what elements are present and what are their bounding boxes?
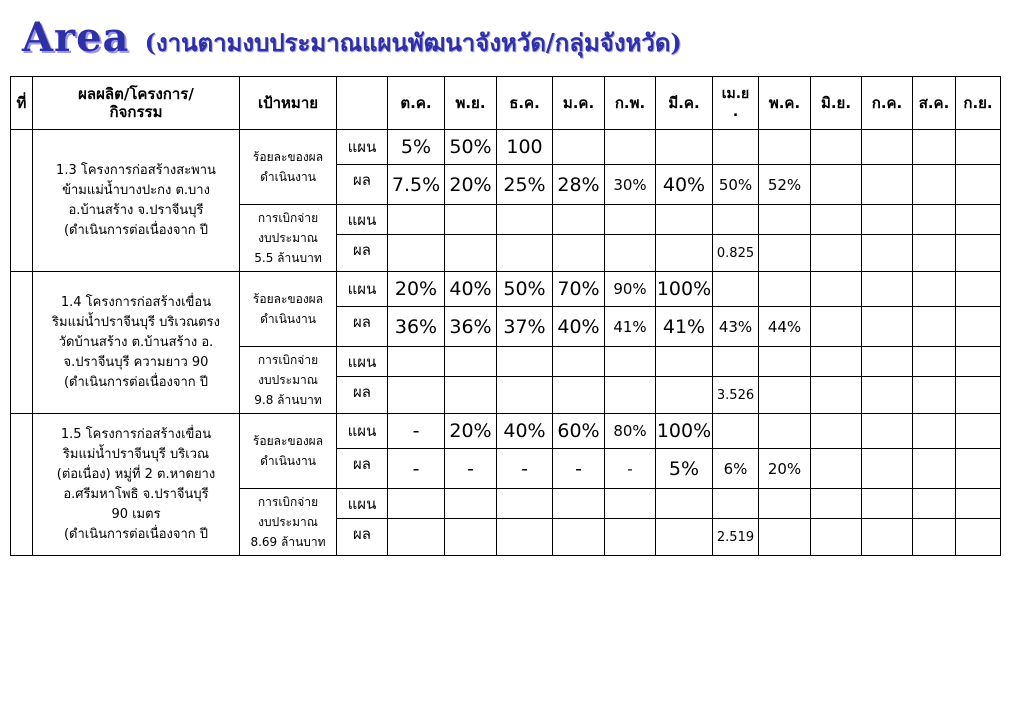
header-month: ก.พ.: [605, 77, 656, 130]
month-cell: -: [497, 449, 553, 489]
title-subtitle: (งานตามงบประมาณแผนพัฒนาจังหวัด/กลุ่มจังหวัด): [144, 28, 682, 57]
month-cell: [759, 414, 811, 449]
month-cell: [497, 519, 553, 556]
month-cell: [862, 130, 913, 165]
month-cell: [956, 235, 1001, 272]
month-cell: -: [388, 449, 445, 489]
month-cell: [656, 130, 713, 165]
month-cell: [862, 165, 913, 205]
month-cell: [956, 449, 1001, 489]
month-cell: [759, 205, 811, 235]
month-cell: [553, 347, 605, 377]
month-cell: [811, 449, 862, 489]
page-title: [22, 14, 682, 66]
table-row: [11, 272, 1001, 307]
month-cell: 90%: [605, 272, 656, 307]
month-cell: [956, 489, 1001, 519]
month-cell: [388, 235, 445, 272]
month-cell: [811, 235, 862, 272]
month-cell: 50%: [497, 272, 553, 307]
month-cell: [956, 165, 1001, 205]
month-cell: 50%: [445, 130, 497, 165]
month-cell: [913, 449, 956, 489]
table-row: [11, 130, 1001, 165]
month-cell: 20%: [759, 449, 811, 489]
month-cell: 40%: [656, 165, 713, 205]
project-name: 1.4 โครงการก่อสร้างเขื่อน ริมแม่น้ำปราจีนบุรี บริเวณตรง วัดบ้านสร้าง ต.บ้านสร้าง อ. จ.ปราจีนบุรี ความยาว 90 (ดำเนินการต่อเนื่องจาก ปี: [33, 272, 240, 414]
month-cell: 7.5%: [388, 165, 445, 205]
month-cell: [913, 272, 956, 307]
month-cell: [445, 377, 497, 414]
month-cell: 40%: [445, 272, 497, 307]
header-month: ธ.ค.: [497, 77, 553, 130]
month-cell: [913, 307, 956, 347]
plan-label: แผน: [337, 205, 388, 235]
month-cell: 44%: [759, 307, 811, 347]
month-cell: 20%: [445, 414, 497, 449]
month-cell: [862, 347, 913, 377]
month-cell: 3.526: [713, 377, 759, 414]
month-cell: 41%: [656, 307, 713, 347]
month-cell: [605, 235, 656, 272]
cell-no: [11, 130, 33, 272]
header-month: ก.ค.: [862, 77, 913, 130]
title-main: Area: [22, 14, 130, 61]
month-cell: [553, 130, 605, 165]
month-cell: 100%: [656, 272, 713, 307]
month-cell: [445, 519, 497, 556]
month-cell: [759, 347, 811, 377]
month-cell: [553, 489, 605, 519]
month-cell: [388, 489, 445, 519]
month-cell: [713, 489, 759, 519]
month-cell: [811, 519, 862, 556]
month-cell: [713, 130, 759, 165]
month-cell: [913, 205, 956, 235]
month-cell: [497, 347, 553, 377]
month-cell: 5%: [656, 449, 713, 489]
month-cell: [862, 489, 913, 519]
header-month: พ.ค.: [759, 77, 811, 130]
month-cell: [656, 205, 713, 235]
project-name: 1.5 โครงการก่อสร้างเขื่อน ริมแม่น้ำปราจีนบุรี บริเวณ (ต่อเนื่อง) หมู่ที่ 2 ต.หาดยาง อ.ศรีมหาโพธิ จ.ปราจีนบุรี 90 เมตร (ดำเนินการต่อเนื่องจาก ปี: [33, 414, 240, 556]
month-cell: [497, 377, 553, 414]
month-cell: [553, 377, 605, 414]
month-cell: [388, 377, 445, 414]
target-budget: การเบิกจ่าย งบประมาณ 5.5 ล้านบาท: [240, 205, 337, 272]
month-cell: [862, 519, 913, 556]
month-cell: [445, 347, 497, 377]
month-cell: [605, 489, 656, 519]
month-cell: 5%: [388, 130, 445, 165]
plan-label: แผน: [337, 130, 388, 165]
month-cell: 6%: [713, 449, 759, 489]
month-cell: [553, 205, 605, 235]
cell-no: [11, 414, 33, 556]
month-cell: 80%: [605, 414, 656, 449]
month-cell: 43%: [713, 307, 759, 347]
month-cell: [388, 519, 445, 556]
header-project: ผลผลิต/โครงการ/ กิจกรรม: [33, 77, 240, 130]
month-cell: [862, 272, 913, 307]
month-cell: [713, 414, 759, 449]
target-progress: ร้อยละของผล ดำเนินงาน: [240, 130, 337, 205]
month-cell: [553, 235, 605, 272]
month-cell: 2.519: [713, 519, 759, 556]
month-cell: [605, 347, 656, 377]
month-cell: [656, 235, 713, 272]
target-progress: ร้อยละของผล ดำเนินงาน: [240, 414, 337, 489]
month-cell: [811, 307, 862, 347]
month-cell: [656, 519, 713, 556]
month-cell: 50%: [713, 165, 759, 205]
month-cell: 100%: [656, 414, 713, 449]
month-cell: [811, 489, 862, 519]
month-cell: [656, 377, 713, 414]
month-cell: [956, 519, 1001, 556]
month-cell: [862, 205, 913, 235]
month-cell: [913, 414, 956, 449]
target-budget: การเบิกจ่าย งบประมาณ 8.69 ล้านบาท: [240, 489, 337, 556]
schedule-table: [10, 76, 1001, 556]
month-cell: [913, 519, 956, 556]
month-cell: [497, 489, 553, 519]
month-cell: [445, 489, 497, 519]
month-cell: [862, 377, 913, 414]
header-month: มี.ค.: [656, 77, 713, 130]
plan-label: แผน: [337, 414, 388, 449]
month-cell: [913, 489, 956, 519]
month-cell: [956, 414, 1001, 449]
header-month: ต.ค.: [388, 77, 445, 130]
plan-label: แผน: [337, 347, 388, 377]
month-cell: [497, 205, 553, 235]
month-cell: [811, 205, 862, 235]
month-cell: 25%: [497, 165, 553, 205]
month-cell: 40%: [497, 414, 553, 449]
month-cell: 100: [497, 130, 553, 165]
project-name: 1.3 โครงการก่อสร้างสะพาน ข้ามแม่น้ำบางปะกง ต.บาง อ.บ้านสร้าง จ.ปราจีนบุรี (ดำเนินการต่อเนื่องจาก ปี: [33, 130, 240, 272]
month-cell: 36%: [388, 307, 445, 347]
month-cell: [956, 377, 1001, 414]
month-cell: [388, 347, 445, 377]
month-cell: [913, 347, 956, 377]
target-budget: การเบิกจ่าย งบประมาณ 9.8 ล้านบาท: [240, 347, 337, 414]
result-label: ผล: [337, 519, 388, 556]
month-cell: [445, 235, 497, 272]
month-cell: -: [553, 449, 605, 489]
header-month: เม.ย .: [713, 77, 759, 130]
month-cell: [811, 165, 862, 205]
month-cell: [759, 519, 811, 556]
month-cell: 28%: [553, 165, 605, 205]
month-cell: [913, 165, 956, 205]
month-cell: [956, 205, 1001, 235]
month-cell: [862, 307, 913, 347]
month-cell: [956, 307, 1001, 347]
month-cell: -: [445, 449, 497, 489]
month-cell: [811, 130, 862, 165]
month-cell: [862, 449, 913, 489]
month-cell: -: [605, 449, 656, 489]
month-cell: 40%: [553, 307, 605, 347]
month-cell: [656, 347, 713, 377]
month-cell: [862, 414, 913, 449]
month-cell: [605, 205, 656, 235]
header-kind: [337, 77, 388, 130]
month-cell: [759, 377, 811, 414]
plan-label: แผน: [337, 272, 388, 307]
plan-label: แผน: [337, 489, 388, 519]
month-cell: [713, 272, 759, 307]
month-cell: [956, 347, 1001, 377]
cell-no: [11, 272, 33, 414]
month-cell: [759, 235, 811, 272]
month-cell: [759, 130, 811, 165]
month-cell: 20%: [445, 165, 497, 205]
month-cell: [956, 272, 1001, 307]
target-progress: ร้อยละของผล ดำเนินงาน: [240, 272, 337, 347]
month-cell: [862, 235, 913, 272]
month-cell: [605, 377, 656, 414]
month-cell: [913, 377, 956, 414]
result-label: ผล: [337, 449, 388, 489]
month-cell: [759, 489, 811, 519]
month-cell: [497, 235, 553, 272]
month-cell: 0.825: [713, 235, 759, 272]
month-cell: 60%: [553, 414, 605, 449]
header-no: ที่: [11, 77, 33, 130]
result-label: ผล: [337, 377, 388, 414]
month-cell: 52%: [759, 165, 811, 205]
month-cell: [913, 235, 956, 272]
header-month: พ.ย.: [445, 77, 497, 130]
month-cell: [811, 347, 862, 377]
month-cell: [605, 130, 656, 165]
header-month: มิ.ย.: [811, 77, 862, 130]
result-label: ผล: [337, 165, 388, 205]
month-cell: 70%: [553, 272, 605, 307]
month-cell: [713, 347, 759, 377]
month-cell: [445, 205, 497, 235]
month-cell: [811, 414, 862, 449]
month-cell: [713, 205, 759, 235]
month-cell: [388, 205, 445, 235]
month-cell: [811, 272, 862, 307]
month-cell: [913, 130, 956, 165]
result-label: ผล: [337, 235, 388, 272]
month-cell: 36%: [445, 307, 497, 347]
table-row: [11, 414, 1001, 449]
header-month: ส.ค.: [913, 77, 956, 130]
month-cell: [811, 377, 862, 414]
month-cell: -: [388, 414, 445, 449]
month-cell: [759, 272, 811, 307]
month-cell: [553, 519, 605, 556]
month-cell: 30%: [605, 165, 656, 205]
month-cell: 41%: [605, 307, 656, 347]
month-cell: 37%: [497, 307, 553, 347]
header-month: ม.ค.: [553, 77, 605, 130]
month-cell: [605, 519, 656, 556]
header-month: ก.ย.: [956, 77, 1001, 130]
header-target: เป้าหมาย: [240, 77, 337, 130]
month-cell: [956, 130, 1001, 165]
header-row: [11, 77, 1001, 130]
month-cell: [656, 489, 713, 519]
result-label: ผล: [337, 307, 388, 347]
month-cell: 20%: [388, 272, 445, 307]
